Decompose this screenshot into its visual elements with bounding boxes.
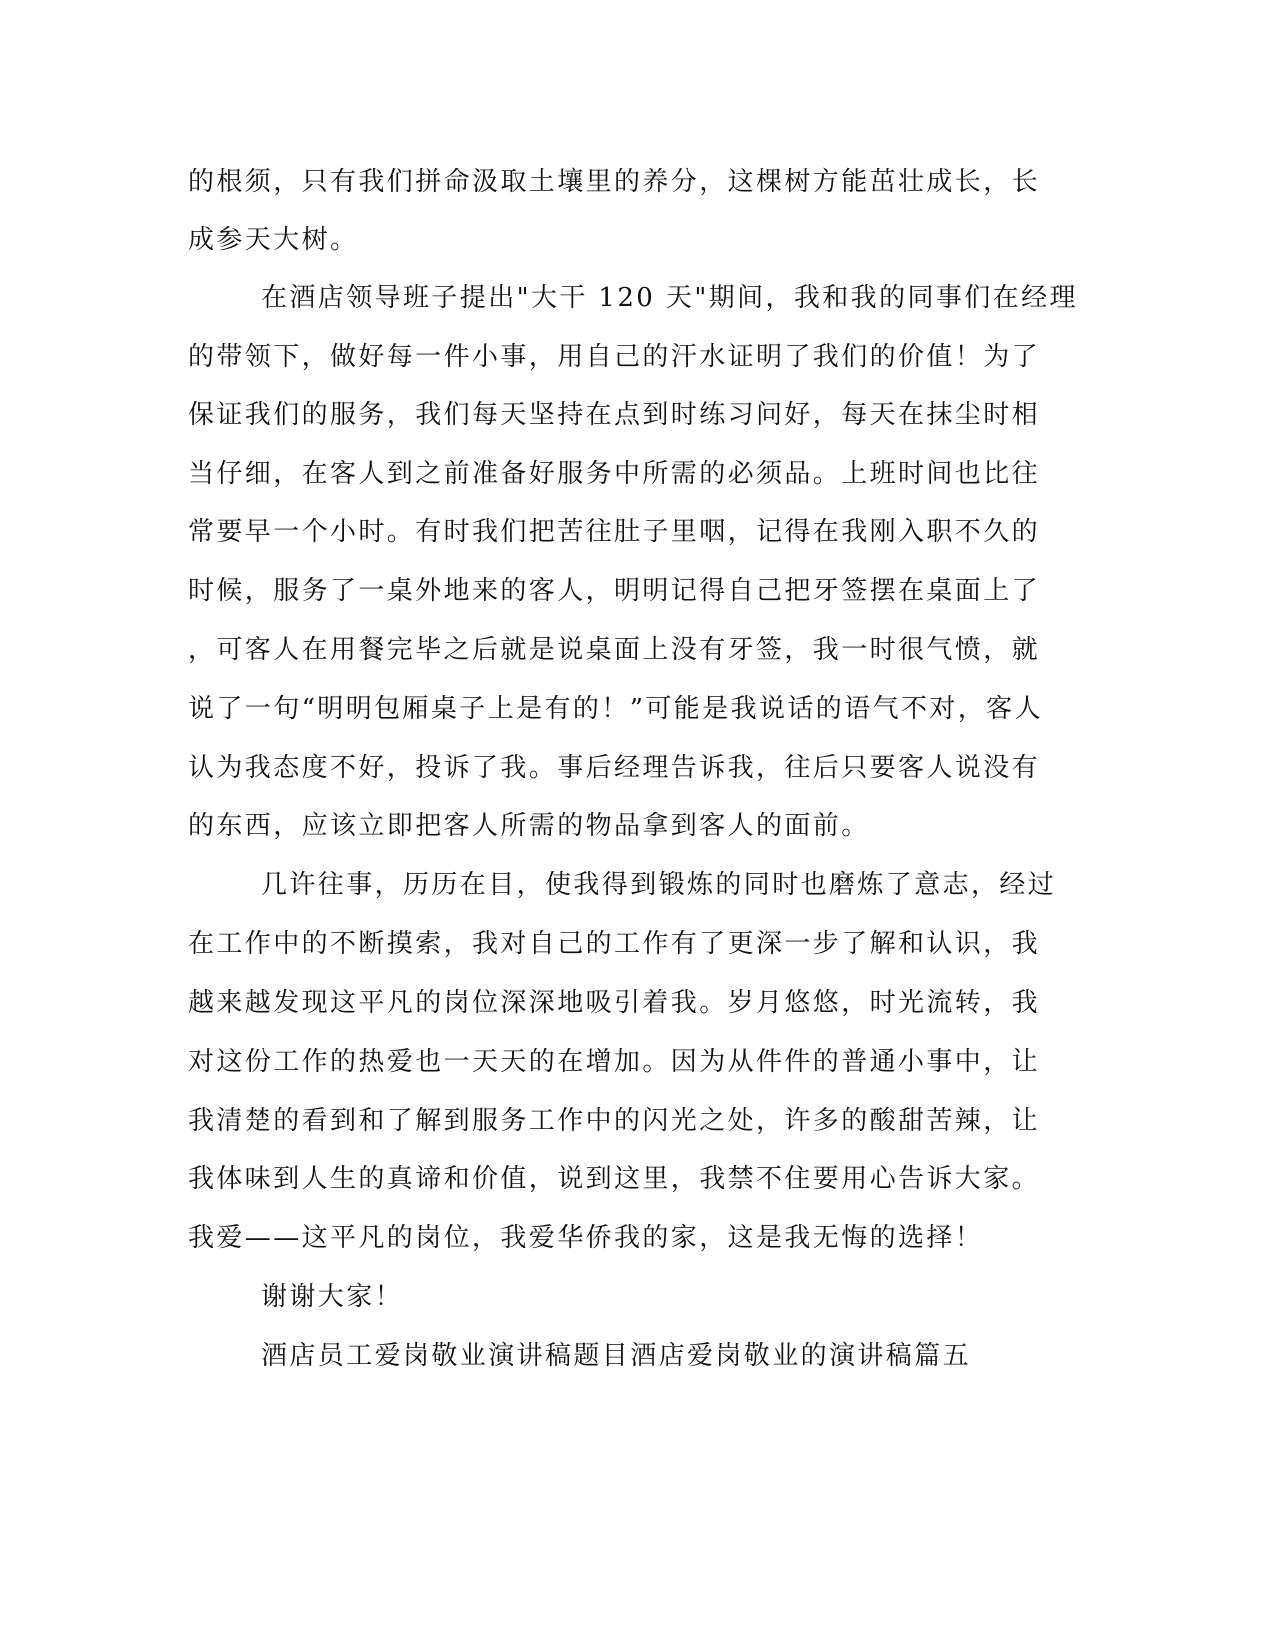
closing-line: 谢谢大家！ [261,1282,404,1312]
text-line: 常要早一个小时。有时我们把苦往肚子里咽，记得在我刚入职不久的 [188,517,1041,547]
text-line: 当仔细，在客人到之前准备好服务中所需的必须品。上班时间也比往 [188,459,1041,489]
paragraph-first-line: 在酒店领导班子提出"大干 120 天"期间，我和我的同事们在经理 [261,283,1078,313]
text-line: 成参天大树。 [188,225,359,255]
text-line: 说了一句“明明包厢桌子上是有的！”可能是我说话的语气不对，客人 [188,694,1043,724]
text-line: ，可客人在用餐完毕之后就是说桌面上没有牙签，我一时很气愤，就 [188,635,1041,665]
text-line: 我清楚的看到和了解到服务工作中的闪光之处，许多的酸甜苦辣，让 [188,1106,1041,1136]
text-line: 我体味到人生的真谛和价值，说到这里，我禁不住要用心告诉大家。 [188,1164,1041,1194]
section-heading: 酒店员工爱岗敬业演讲稿题目酒店爱岗敬业的演讲稿篇五 [261,1341,972,1371]
text-line: 保证我们的服务，我们每天坚持在点到时练习问好，每天在抹尘时相 [188,400,1041,430]
text-line: 对这份工作的热爱也一天天的在增加。因为从件件的普通小事中，让 [188,1047,1041,1077]
text-line: 我爱——这平凡的岗位，我爱华侨我的家，这是我无悔的选择！ [188,1223,984,1253]
text-line: 的东西，应该立即把客人所需的物品拿到客人的面前。 [188,811,870,841]
text-line: 的根须，只有我们拼命汲取土壤里的养分，这棵树方能茁壮成长，长 [188,167,1041,197]
text-line: 认为我态度不好，投诉了我。事后经理告诉我，往后只要客人说没有 [188,753,1041,783]
text-line: 越来越发现这平凡的岗位深深地吸引着我。岁月悠悠，时光流转，我 [188,988,1041,1018]
text-line: 时候，服务了一桌外地来的客人，明明记得自己把牙签摆在桌面上了 [188,576,1041,606]
text-line: 的带领下，做好每一件小事，用自己的汗水证明了我们的价值！为了 [188,342,1041,372]
text-line: 在工作中的不断摸索，我对自己的工作有了更深一步了解和认识，我 [188,929,1041,959]
paragraph-first-line: 几许往事，历历在目，使我得到锻炼的同时也磨炼了意志，经过 [261,870,1057,900]
